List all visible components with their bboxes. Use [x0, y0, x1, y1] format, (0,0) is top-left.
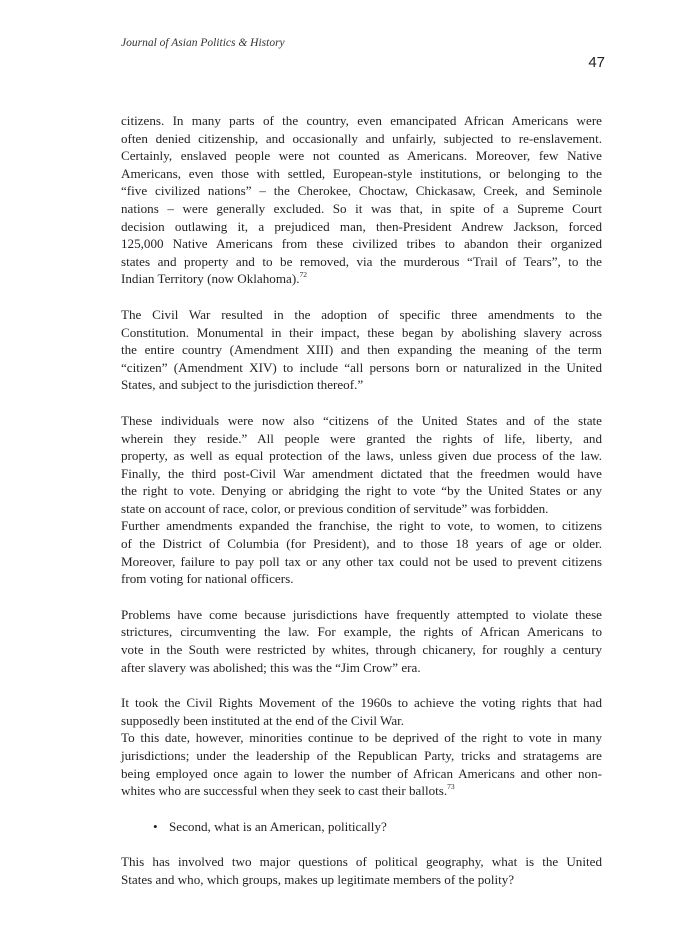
- text-line: of the District of Columbia (for President), and to those 18 years of age or older.: [121, 536, 602, 552]
- bullet-item: [153, 818, 602, 836]
- text-line: jurisdictions; under the leadership of the Republican Party, tricks and stratagems are: [121, 748, 602, 763]
- text-line: the entire country (Amendment XIII) and then expanding the meaning of the term: [121, 342, 602, 358]
- text-line: Moreover, failure to pay poll tax or any other tax could not be used to prevent citizens: [121, 553, 602, 569]
- text-line: [121, 782, 602, 800]
- text-line: being employed once again to lower the number of African Americans and other non-: [121, 765, 602, 781]
- text-line: “five civilized nations” – the Cherokee, Choctaw, Chickasaw, Creek, and Seminole: [121, 183, 602, 199]
- text-line: States, and subject to the jurisdiction thereof.”: [121, 377, 364, 393]
- text-line: This has involved two major questions of political geography, what is the United: [121, 854, 602, 870]
- text-line: Certainly, enslaved people were not counted as Americans. Moreover, few Native: [121, 148, 602, 164]
- running-head: Journal of Asian Politics & History: [121, 37, 285, 49]
- text-line: nations – were generally excluded. So it was that, in spite of a Supreme Court: [121, 200, 602, 216]
- text-line: “citizen” (Amendment XIV) to include “all persons born or naturalized in the United: [121, 359, 602, 375]
- paragraph-citizenship: [121, 112, 602, 288]
- footnote-marker: 73: [447, 782, 455, 792]
- text-line: To this date, however, minorities continue to be deprived of the right to vote in many: [121, 730, 602, 746]
- text-line: States and who, which groups, makes up legitimate members of the polity?: [121, 871, 515, 887]
- text-line: These individuals were now also “citizens of the United States and of the state: [121, 412, 602, 428]
- text-line: Problems have come because jurisdictions have frequently attempted to violate these: [121, 606, 602, 622]
- text-line: the right to vote. Denying or abridging the right to vote “by the United States or any: [121, 483, 602, 499]
- paragraph-jim-crow: [121, 606, 602, 676]
- text-line-content: Indian Territory (now Oklahoma).: [121, 271, 300, 287]
- text-line: [121, 270, 602, 288]
- paragraph-civil-war-amendments: [121, 306, 602, 394]
- paragraph-voting-rights: [121, 412, 602, 588]
- text-line: 125,000 Native Americans from these civilized tribes to abandon their organized: [121, 236, 602, 252]
- text-line: states and property and to be removed, via the murderous “Trail of Tears”, to the: [121, 253, 602, 269]
- text-line: property, as well as equal protection of the laws, unless given due process of the law.: [121, 448, 602, 464]
- text-line: vote in the South were restricted by whites, through chicanery, for roughly a century: [121, 642, 602, 658]
- text-line: often denied citizenship, and occasionally and unfairly, subjected to re-enslavement.: [121, 130, 602, 146]
- text-line: Constitution. Monumental in their impact, these began by abolishing slavery across: [121, 324, 602, 340]
- text-line-content: whites who are successful when they seek to cast their ballots.: [121, 783, 448, 799]
- text-line: It took the Civil Rights Movement of the 1960s to achieve the voting rights that had: [121, 695, 602, 711]
- text-line: Americans, even those with settled, European-style institutions, or belonging to the: [121, 165, 602, 181]
- paragraph-political-geography: [121, 853, 602, 888]
- bullet-marker: •: [153, 818, 158, 834]
- text-line: supposedly been instituted at the end of the Civil War.: [121, 712, 405, 728]
- footnote-marker: 72: [299, 270, 307, 280]
- paragraph-civil-rights-movement: [121, 694, 602, 800]
- text-line: after slavery was abolished; this was the “Jim Crow” era.: [121, 659, 421, 675]
- text-line: Finally, the third post-Civil War amendment dictated that the freedmen would have: [121, 465, 602, 481]
- text-line: wherein they reside.” All people were granted the rights of life, liberty, and: [121, 430, 602, 446]
- text-line: state on account of race, color, or previous condition of servitude” was forbidden.: [121, 500, 549, 516]
- bullet-text: Second, what is an American, politically?: [169, 818, 387, 834]
- text-line: from voting for national officers.: [121, 571, 294, 587]
- page-number: 47: [588, 54, 605, 71]
- text-line: Further amendments expanded the franchise, the right to vote, to women, to citizens: [121, 518, 602, 534]
- article-body: [121, 112, 602, 907]
- text-line: citizens. In many parts of the country, even emancipated African Americans were: [121, 113, 602, 128]
- text-line: The Civil War resulted in the adoption of specific three amendments to the: [121, 306, 602, 322]
- text-line: decision outlawing it, a prejudiced man, then-President Andrew Jackson, forced: [121, 218, 602, 234]
- text-line: strictures, circumventing the law. For example, the rights of African Americans to: [121, 624, 602, 640]
